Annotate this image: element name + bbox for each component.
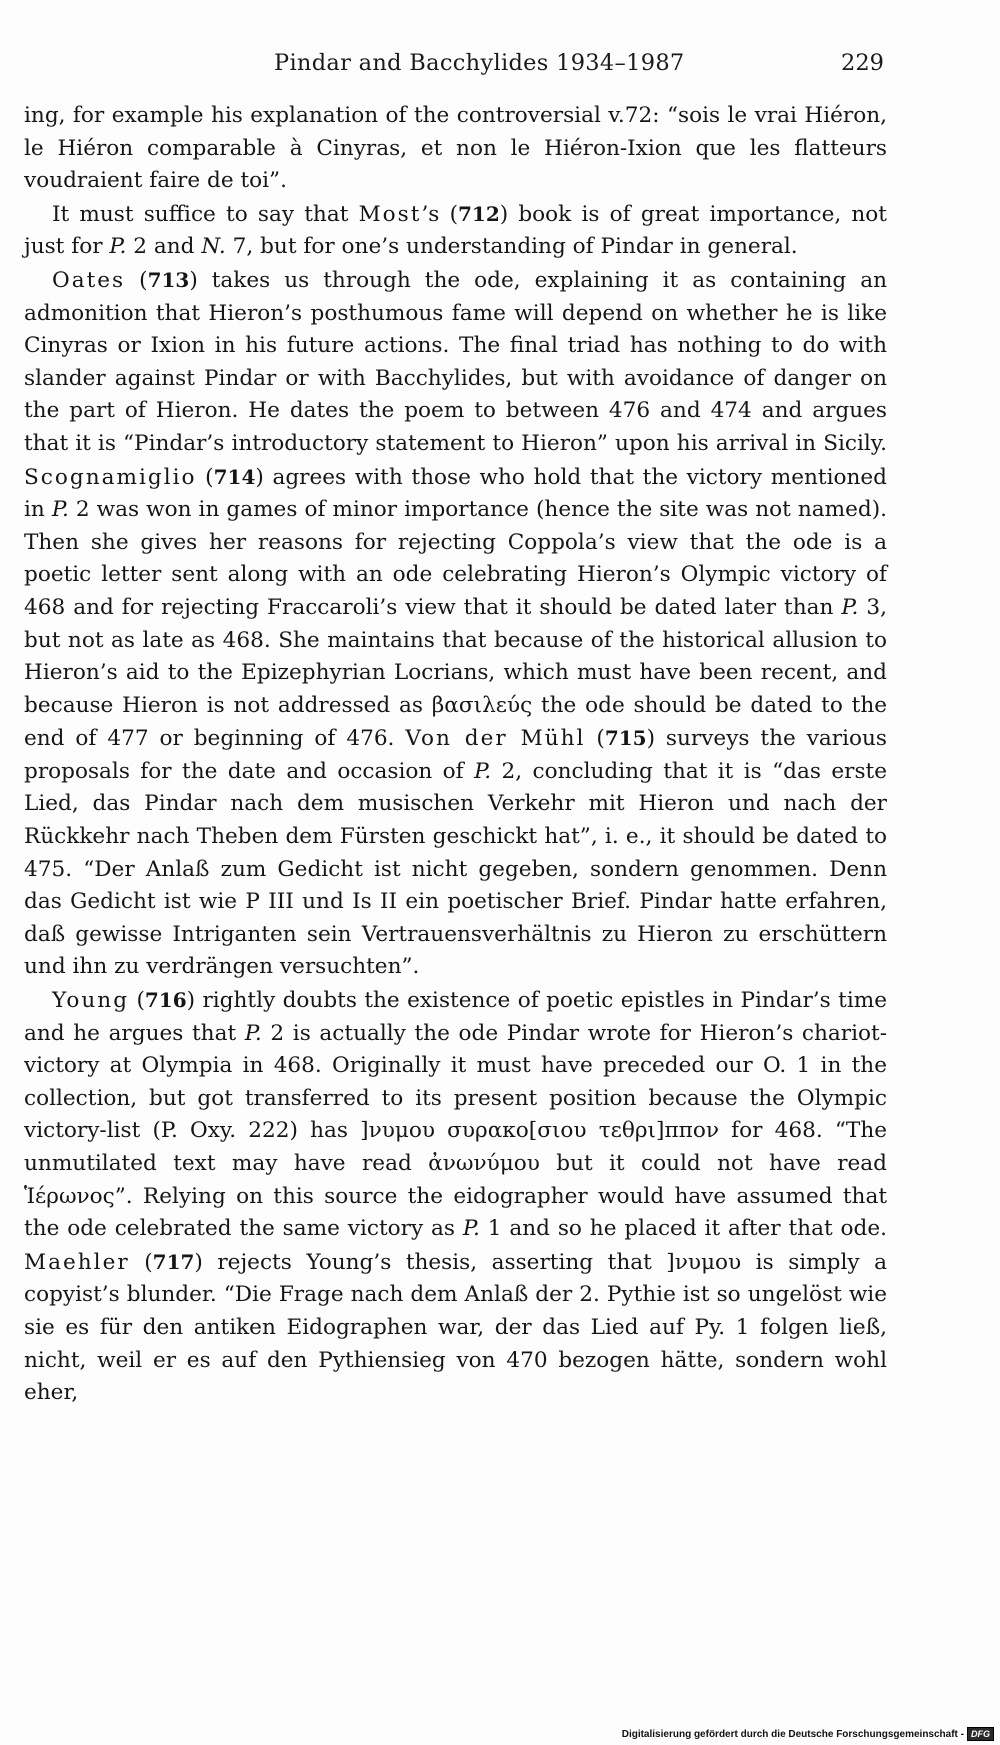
footer-text: Digitalisierung gefördert durch die Deutsche Forschungsgemeinschaft - [621,1728,964,1740]
paragraph-2: It must suffice to say that Most’s (712) book is of great importance, not just for P. 2 and N. 7, but for one’s understanding of Pindar in general. [24,201,887,260]
reference-number: 716 [144,988,187,1013]
running-header [24,50,884,86]
dfg-logo-icon: DFG [967,1727,994,1741]
paragraph-3: Oates (713) takes us through the ode, explaining it as containing an admonition that Hieron’s posthumous fame will depend on whether he is like Cinyras or Ixion in his future actions. The final triad has nothing to do with slander against Pindar or with Bacchylides, but with avoidance of danger on the part of Hieron. He dates the poem to between 476 and 474 and argues that it is “Pindar’s introductory statement to Hieron” upon his arrival in Sicily. Scognamiglio (714) agrees with those who hold that the victory mentioned in P. 2 was won in games of minor importance (hence the site was not named). Then she gives her reasons for rejecting Coppola’s view that the ode is a poetic letter sent along with an ode celebrating Hieron’s Olympic victory of 468 and for rejecting Fraccaroli’s view that it should be dated later than P. 3, but not as late as 468. She maintains that because of the historical allusion to Hieron’s aid to the Epizephyrian Locrians, which must have been recent, and because Hieron is not addressed as βασιλεύς the ode should be dated to the end of 477 or beginning of 476. Von der Mühl (715) surveys the various proposals for the date and occasion of P. 2, concluding that it is “das erste Lied, das Pindar nach dem musischen Verkehr mit Hieron und nach der Rückkehr nach Theben dem Fürsten geschickt hat”, i. e., it should be dated to 475. “Der Anlaß zum Gedicht ist nicht gegeben, sondern genommen. Denn das Gedicht ist wie P III und Is II ein poetischer Brief. Pindar hatte erfahren, daß gewisse Intriganten sein Vertrauensverhältnis zu Hieron zu erschüttern und ihn zu verdrängen versuchten”. [24,267,887,980]
paragraph-4: Young (716) rightly doubts the existence of poetic epistles in Pindar’s time and he argues that P. 2 is actually the ode Pindar wrote for Hieron’s chariot-victory at Olympia in 468. Originally it must have preceded our O. 1 in the collection, but got transferred to its present position because the Olympic victory-list (P. Oxy. 222) has ]νυμου συρακο[σιου τεθρι]ππον for 468. “The unmutilated text may have read ἀνωνύμου but it could not have read Ἱέρωνος”. Relying on this source the eidographer would have assumed that the ode celebrated the same victory as P. 1 and so he placed it after that ode. Maehler (717) rejects Young’s thesis, asserting that ]νυμου is simply a copyist’s blunder. “Die Frage nach dem Anlaß der 2. Pythie ist so ungelöst wie sie es für den antiken Eidographen war, der das Lied auf Py. 1 folgen ließ, nicht, weil er es auf den Pythiensieg von 470 bezogen hätte, sondern wohl eher, [24,988,888,1406]
reference-number: 713 [147,267,190,292]
body-text [24,100,887,1410]
reference-number: 712 [458,201,500,226]
author-name: Von der Mühl [405,726,586,752]
author-name: Most [358,201,422,227]
reference-number: 717 [152,1249,195,1274]
digitization-footer [622,1727,994,1741]
author-name: Scognamiglio [24,464,197,490]
author-name: Oates [52,267,126,293]
running-title: Pindar and Bacchylides 1934–1987 [274,50,685,76]
author-name: Maehler [24,1249,130,1275]
paragraph-1: ing, for example his explanation of the controversial v.72: “sois le vrai Hiéron, le Hiéron comparable à Cinyras, et non le Hiéron-Ixion que les flatteurs voudraient faire de toi”. [24,103,887,194]
reference-number: 714 [213,464,256,489]
author-name: Young [52,988,130,1014]
reference-number: 715 [604,726,647,751]
page-number: 229 [841,50,884,76]
